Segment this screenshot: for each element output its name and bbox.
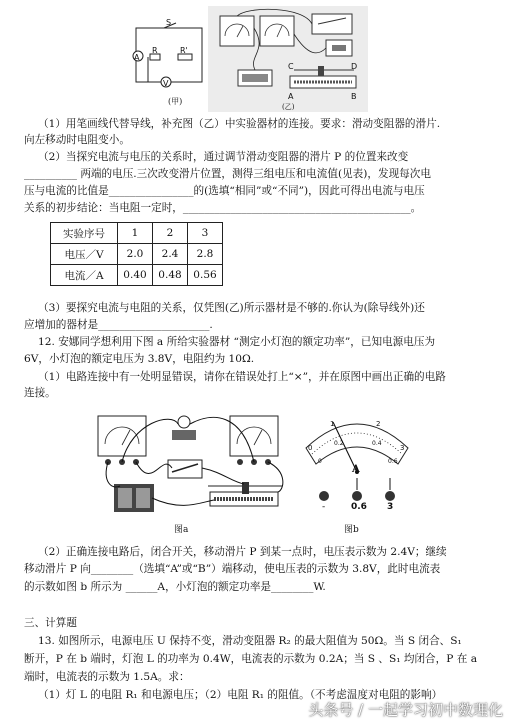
table-header-row — [51, 223, 223, 244]
q11-p3-line1: （3）要探究电流与电阻的关系，仅凭图(乙)所示器材是不够的.你认为(除导线外)还 — [38, 302, 425, 314]
switch-label: S — [166, 18, 172, 27]
resistor-label: R — [152, 46, 158, 55]
table-cell: 电压／V — [51, 244, 118, 265]
q11-p2-line1: （2）当探究电流与电压的关系时，通过调节滑动变阻器的滑片 P 的位置来改变 — [38, 151, 409, 163]
voltmeter-icon — [260, 16, 294, 46]
q12-p1-line1: （1）电路连接中有一处明显错误，请你在错误处打上“×”，并在原图中画出正确的电路 — [38, 371, 446, 383]
table-row — [51, 244, 223, 265]
figure-jia-label: (甲) — [168, 97, 183, 106]
table-cell: 0.48 — [153, 265, 188, 286]
table-header-cell: 1 — [118, 223, 153, 244]
q12-p2-line1: （2）正确连接电路后，闭合开关，移动滑片 P 到某一点时，电压表示数为 2.4V；继续 — [38, 546, 447, 558]
q12-p2-line2: 移动滑片 P 向________（选填“A”或“B”）端移动，使电压表的示数为 3.8V，此时电流表 — [24, 563, 441, 575]
dial-tick-top-2: 2 — [376, 420, 381, 428]
terminal-label-0.6: 0.6 — [351, 502, 367, 512]
table-cell: 2.8 — [188, 244, 223, 265]
dial-tick-bottom-1: 0.2 — [334, 440, 344, 447]
q12-p1-line2: 连接。 — [24, 387, 56, 399]
q11-p1-line1: （1）用笔画线代替导线，补充图（乙）中实验器材的连接。要求：滑动变阻器的滑片. — [38, 118, 441, 130]
terminal-icon — [319, 478, 395, 501]
table-header-cell: 实验序号 — [51, 223, 118, 244]
table-header-cell: 3 — [188, 223, 223, 244]
voltmeter-label: V — [163, 79, 169, 88]
slider-label-d: D — [351, 62, 358, 71]
dial-tick-bottom-3: 0.6 — [388, 458, 398, 465]
q11-p2-line2: __________ 两端的电压.三次改变滑片位置，测得三组电压和电流值(见表)，发现每次电 — [24, 168, 431, 180]
q11-p2-line3: 压与电流的比值是________________的(选填“相同”或“不同”)，因此可得出电流与电压 — [24, 185, 425, 197]
figure-b-label: 图b — [344, 525, 359, 535]
ammeter-label: A — [134, 53, 140, 62]
battery-icon — [114, 484, 154, 512]
q13-line4: （1）灯 L 的电阻 R₁ 和电源电压；（2）电阻 R₁ 的阻值。（不考虑温度对电阻的影响） — [38, 689, 443, 701]
section-3-title: 三、计算题 — [24, 617, 77, 629]
rheostat-icon — [208, 482, 282, 506]
slider-label-a: A — [288, 92, 294, 101]
table-cell: 电流／A — [51, 265, 118, 286]
watermark: 头条号 / 一起学习初中数理化 — [308, 701, 503, 719]
q12-p2-line3: 的示数如图 b 所示为 ______A，小灯泡的额定功率是________W. — [24, 581, 326, 593]
table-cell: 2.0 — [118, 244, 153, 265]
ammeter-icon — [98, 416, 146, 465]
dial-tick-top-0: 0 — [308, 444, 313, 452]
q11-p3-line2: 应增加的器材是_____________________. — [24, 319, 213, 331]
q13-line3: 端时，电流表的示数为 1.5A。求： — [24, 671, 190, 683]
voltmeter-icon — [230, 416, 278, 465]
q11-p1-line2: 向左移动时电阻变小。 — [24, 134, 130, 146]
lamp-icon — [172, 416, 196, 440]
resistor-icon — [326, 40, 352, 56]
q13-line1: 13. 如图所示，电源电压 U 保持不变，滑动变阻器 R₂ 的最大阻值为 50Ω。当 S 闭合、S₁ — [38, 635, 462, 647]
dial-tick-bottom-0: 0 — [318, 458, 322, 465]
table-row — [51, 265, 223, 286]
experiment-data-table — [50, 222, 223, 286]
q12-line2: 6V，小灯泡的额定电压为 3.8V，电阻约为 10Ω. — [24, 353, 255, 365]
rheostat-icon — [290, 66, 356, 88]
q11-p2-line4: 关系的初步结论：当电阻一定时，___________________________________________。 — [24, 202, 422, 214]
dial-tick-top-1: 1 — [330, 420, 335, 428]
q13-line2: 断开，P 在 b 端时，灯泡 L 的功率为 0.4W，电流表的示数为 0.2A；当 S 、S₁ 均闭合，P 在 a — [24, 653, 478, 665]
dial-tick-top-3: 3 — [400, 444, 405, 452]
figure-a-label: 图a — [174, 525, 189, 535]
table-cell: 2.4 — [153, 244, 188, 265]
battery-icon — [238, 70, 272, 86]
circuit-diagram-jia — [128, 18, 210, 108]
slider-label-b: B — [351, 92, 357, 101]
terminal-label-minus: - — [322, 502, 326, 512]
dial-unit-label: A — [352, 464, 360, 475]
table-cell: 0.56 — [188, 265, 223, 286]
switch-icon — [312, 14, 352, 34]
terminal-label-3: 3 — [387, 502, 394, 512]
figure-yi-label: (乙) — [282, 103, 295, 111]
ammeter-icon — [220, 16, 254, 46]
switch-icon — [168, 460, 202, 478]
dial-tick-bottom-2: 0.4 — [372, 440, 382, 447]
table-header-cell: 2 — [153, 223, 188, 244]
q12-line1: 12. 安娜同学想利用下图 a 所给实验器材 “测定小灯泡的额定功率”，已知电源电压为 — [38, 336, 436, 348]
slider-label-c: C — [288, 62, 294, 71]
rheostat-label: R' — [180, 46, 188, 55]
figure-a-apparatus — [92, 402, 288, 520]
table-cell: 0.40 — [118, 265, 153, 286]
